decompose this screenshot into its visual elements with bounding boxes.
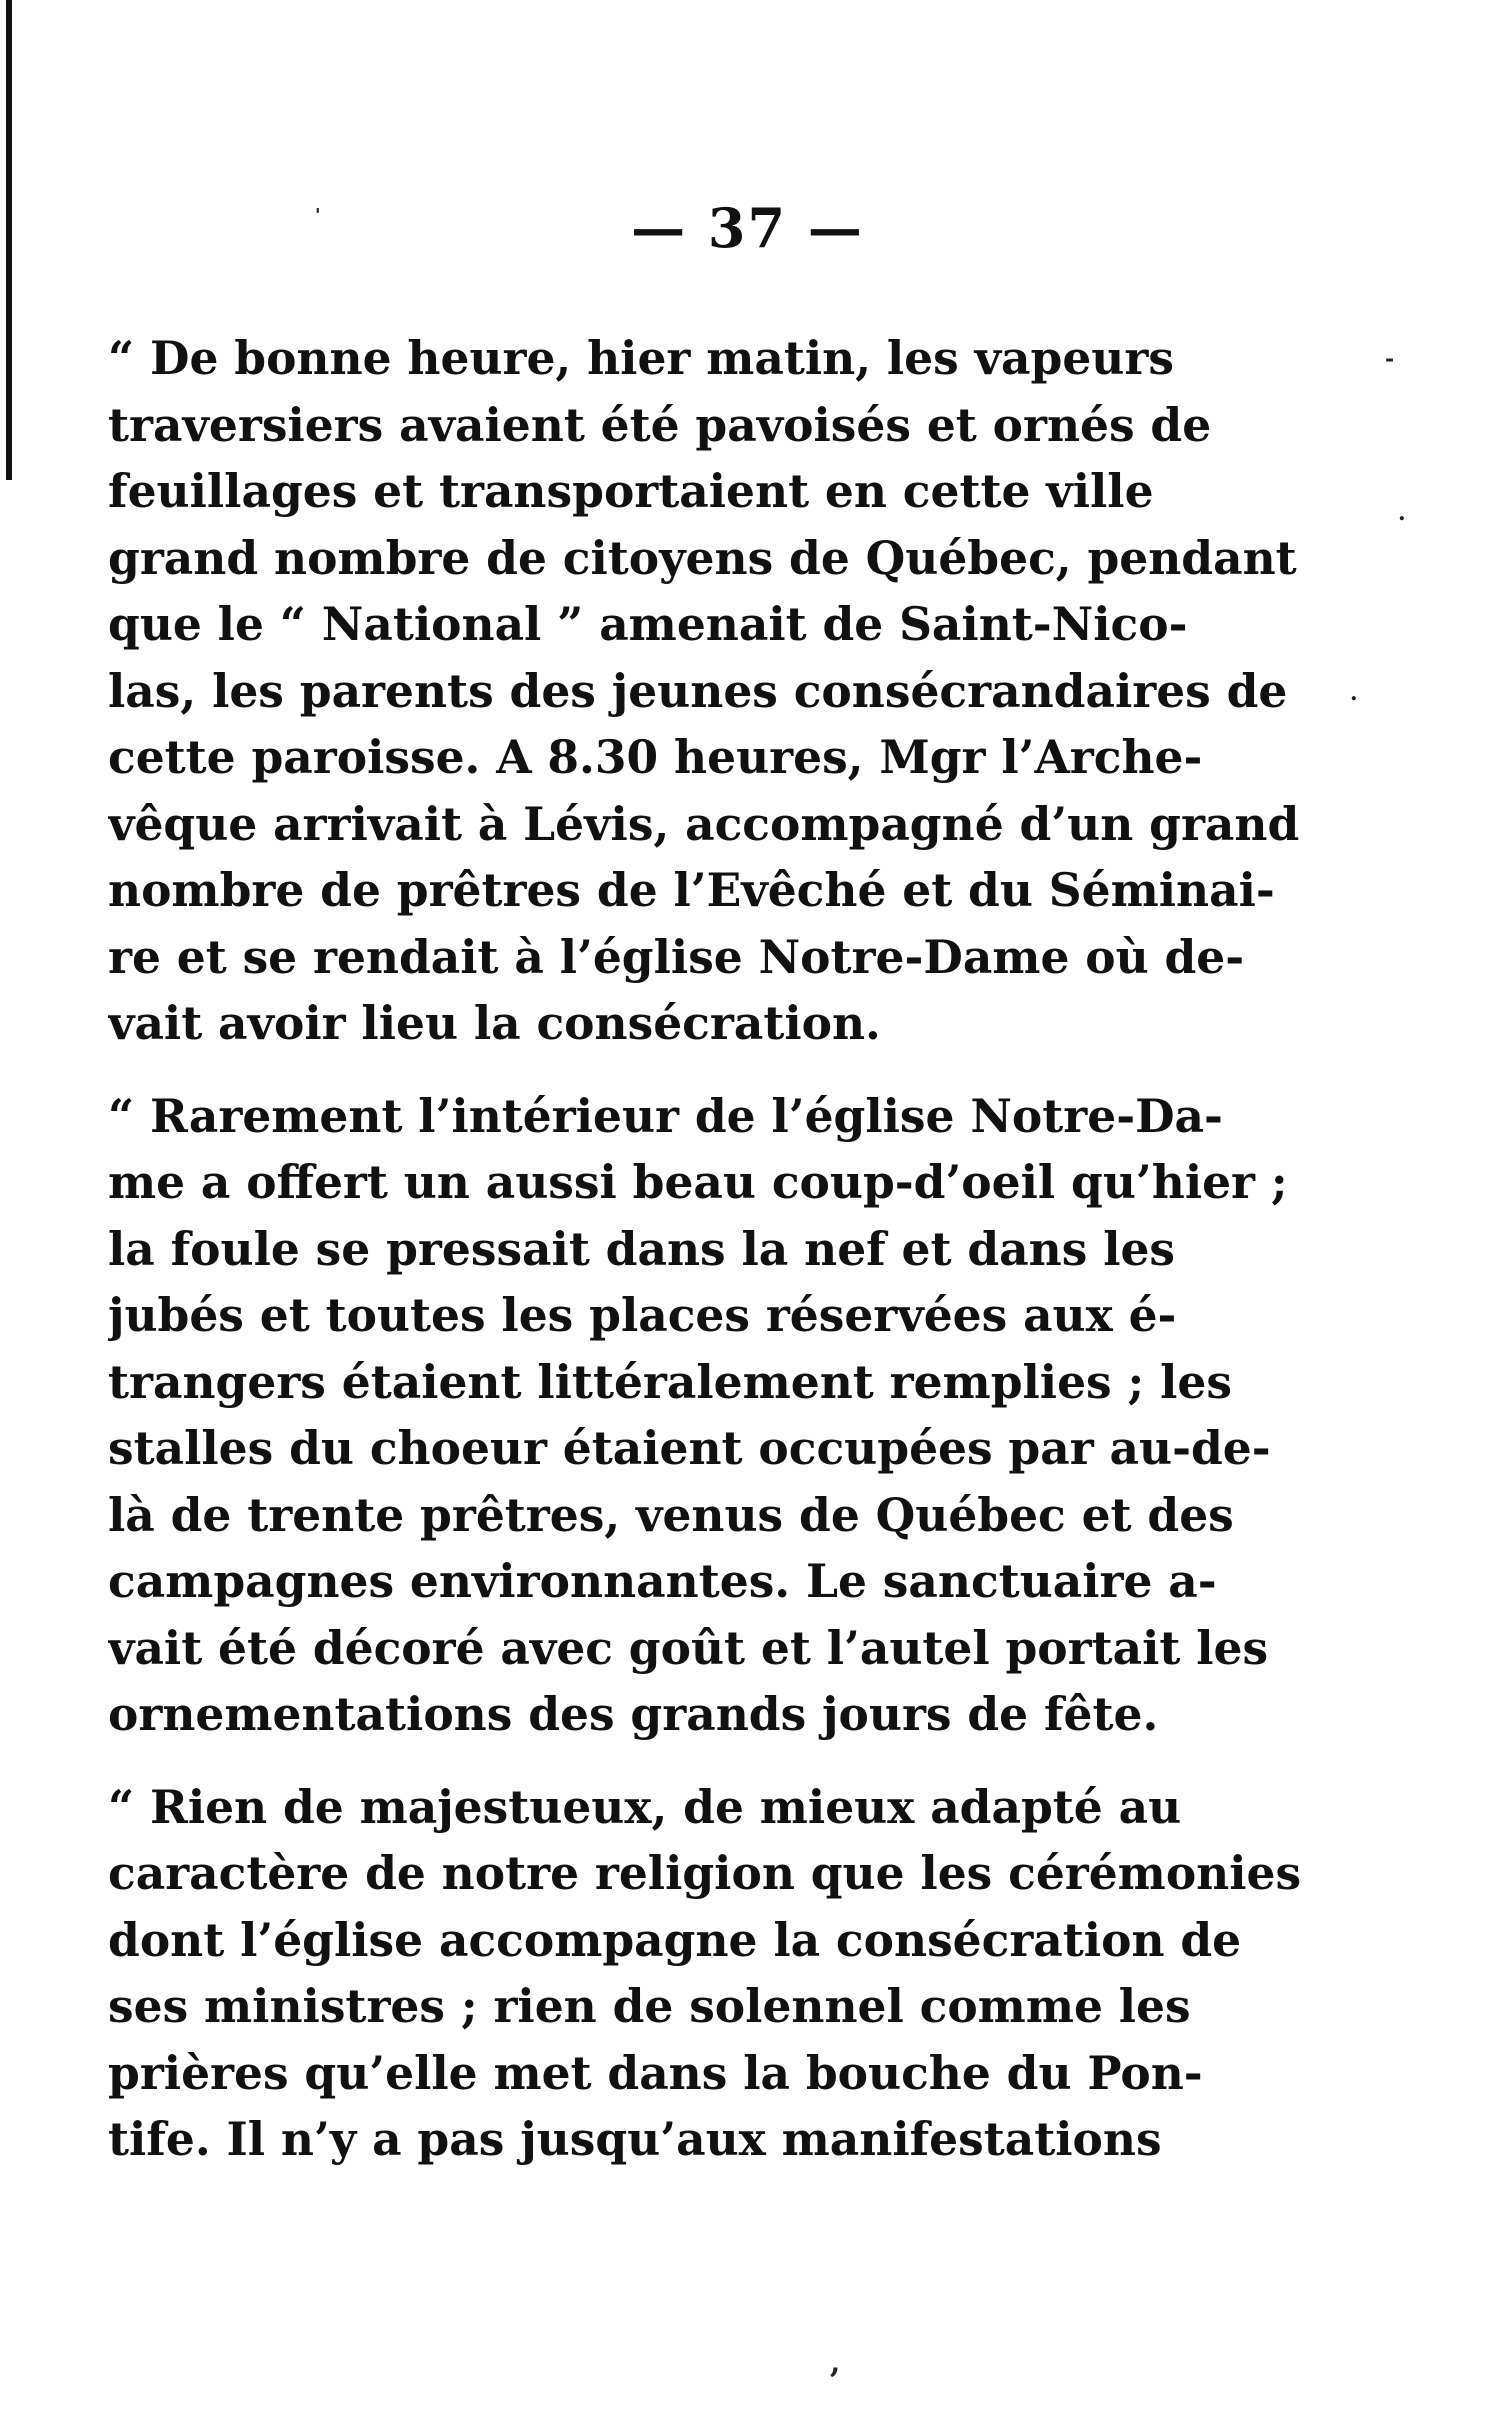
text-line: “ Rarement l’intérieur de l’église Notre-Da- (108, 1088, 1223, 1143)
text-line: grand nombre de citoyens de Québec, pendant (108, 530, 1297, 585)
text-line: stalles du choeur étaient occupées par au-de- (108, 1421, 1271, 1475)
text-line: prières qu’elle met dans la bouche du Pon- (108, 2045, 1203, 2100)
text-line: re et se rendait à l’église Notre-Dame où de- (108, 929, 1245, 984)
speck-mark: , (830, 2345, 841, 2380)
text-line: las, les parents des jeunes consécrandaires de (108, 663, 1288, 718)
text-line: vêque arrivait à Lévis, accompagné d’un grand (108, 796, 1300, 851)
text-line: trangers étaient littéralement remplies ; les (108, 1354, 1232, 1409)
margin-dot-mark: . (1398, 500, 1406, 526)
text-line: ornementations des grands jours de fête. (108, 1687, 1159, 1741)
text-line: que le “ National ” amenait de Saint-Nico- (108, 597, 1188, 651)
text-line: dont l’église accompagne la consécration de (108, 1912, 1242, 1967)
margin-dot-mark: . (1350, 680, 1358, 706)
text-line: “ Rien de majestueux, de mieux adapté au (108, 1779, 1182, 1834)
text-line: tife. Il n’y a pas jusqu’aux manifestations (108, 2112, 1162, 2166)
text-line: traversiers avaient été pavoisés et ornés de (108, 397, 1212, 452)
margin-dash-mark: - (1385, 346, 1395, 372)
text-line: vait été décoré avec goût et l’autel portait les (108, 1620, 1269, 1675)
text-line: feuillages et transportaient en cette ville (108, 464, 1154, 518)
paragraph-2 (108, 1083, 1308, 1748)
text-line: cette paroisse. A 8.30 heures, Mgr l’Arche- (108, 730, 1203, 784)
text-line: la foule se pressait dans la nef et dans les (108, 1221, 1176, 1276)
text-line: caractère de notre religion que les cérémonies (108, 1846, 1302, 1900)
text-line: vait avoir lieu la consécration. (108, 996, 881, 1050)
page-number: — 37 — (631, 196, 864, 260)
text-line: me a offert un aussi beau coup-d’oeil qu’hier ; (108, 1155, 1288, 1209)
text-line: jubés et toutes les places réservées aux é- (108, 1288, 1177, 1342)
paragraph-3 (108, 1774, 1308, 2173)
text-line: là de trente prêtres, venus de Québec et des (108, 1487, 1234, 1542)
text-line: campagnes environnantes. Le sanctuaire a- (108, 1554, 1217, 1608)
text-line: nombre de prêtres de l’Evêché et du Séminai- (108, 863, 1275, 917)
text-line: “ De bonne heure, hier matin, les vapeurs (108, 331, 1174, 385)
speck-mark: ' (315, 205, 321, 226)
paragraph-1 (108, 325, 1308, 1057)
body-text (108, 325, 1308, 2173)
text-line: ses ministres ; rien de solennel comme les (108, 1979, 1191, 2033)
